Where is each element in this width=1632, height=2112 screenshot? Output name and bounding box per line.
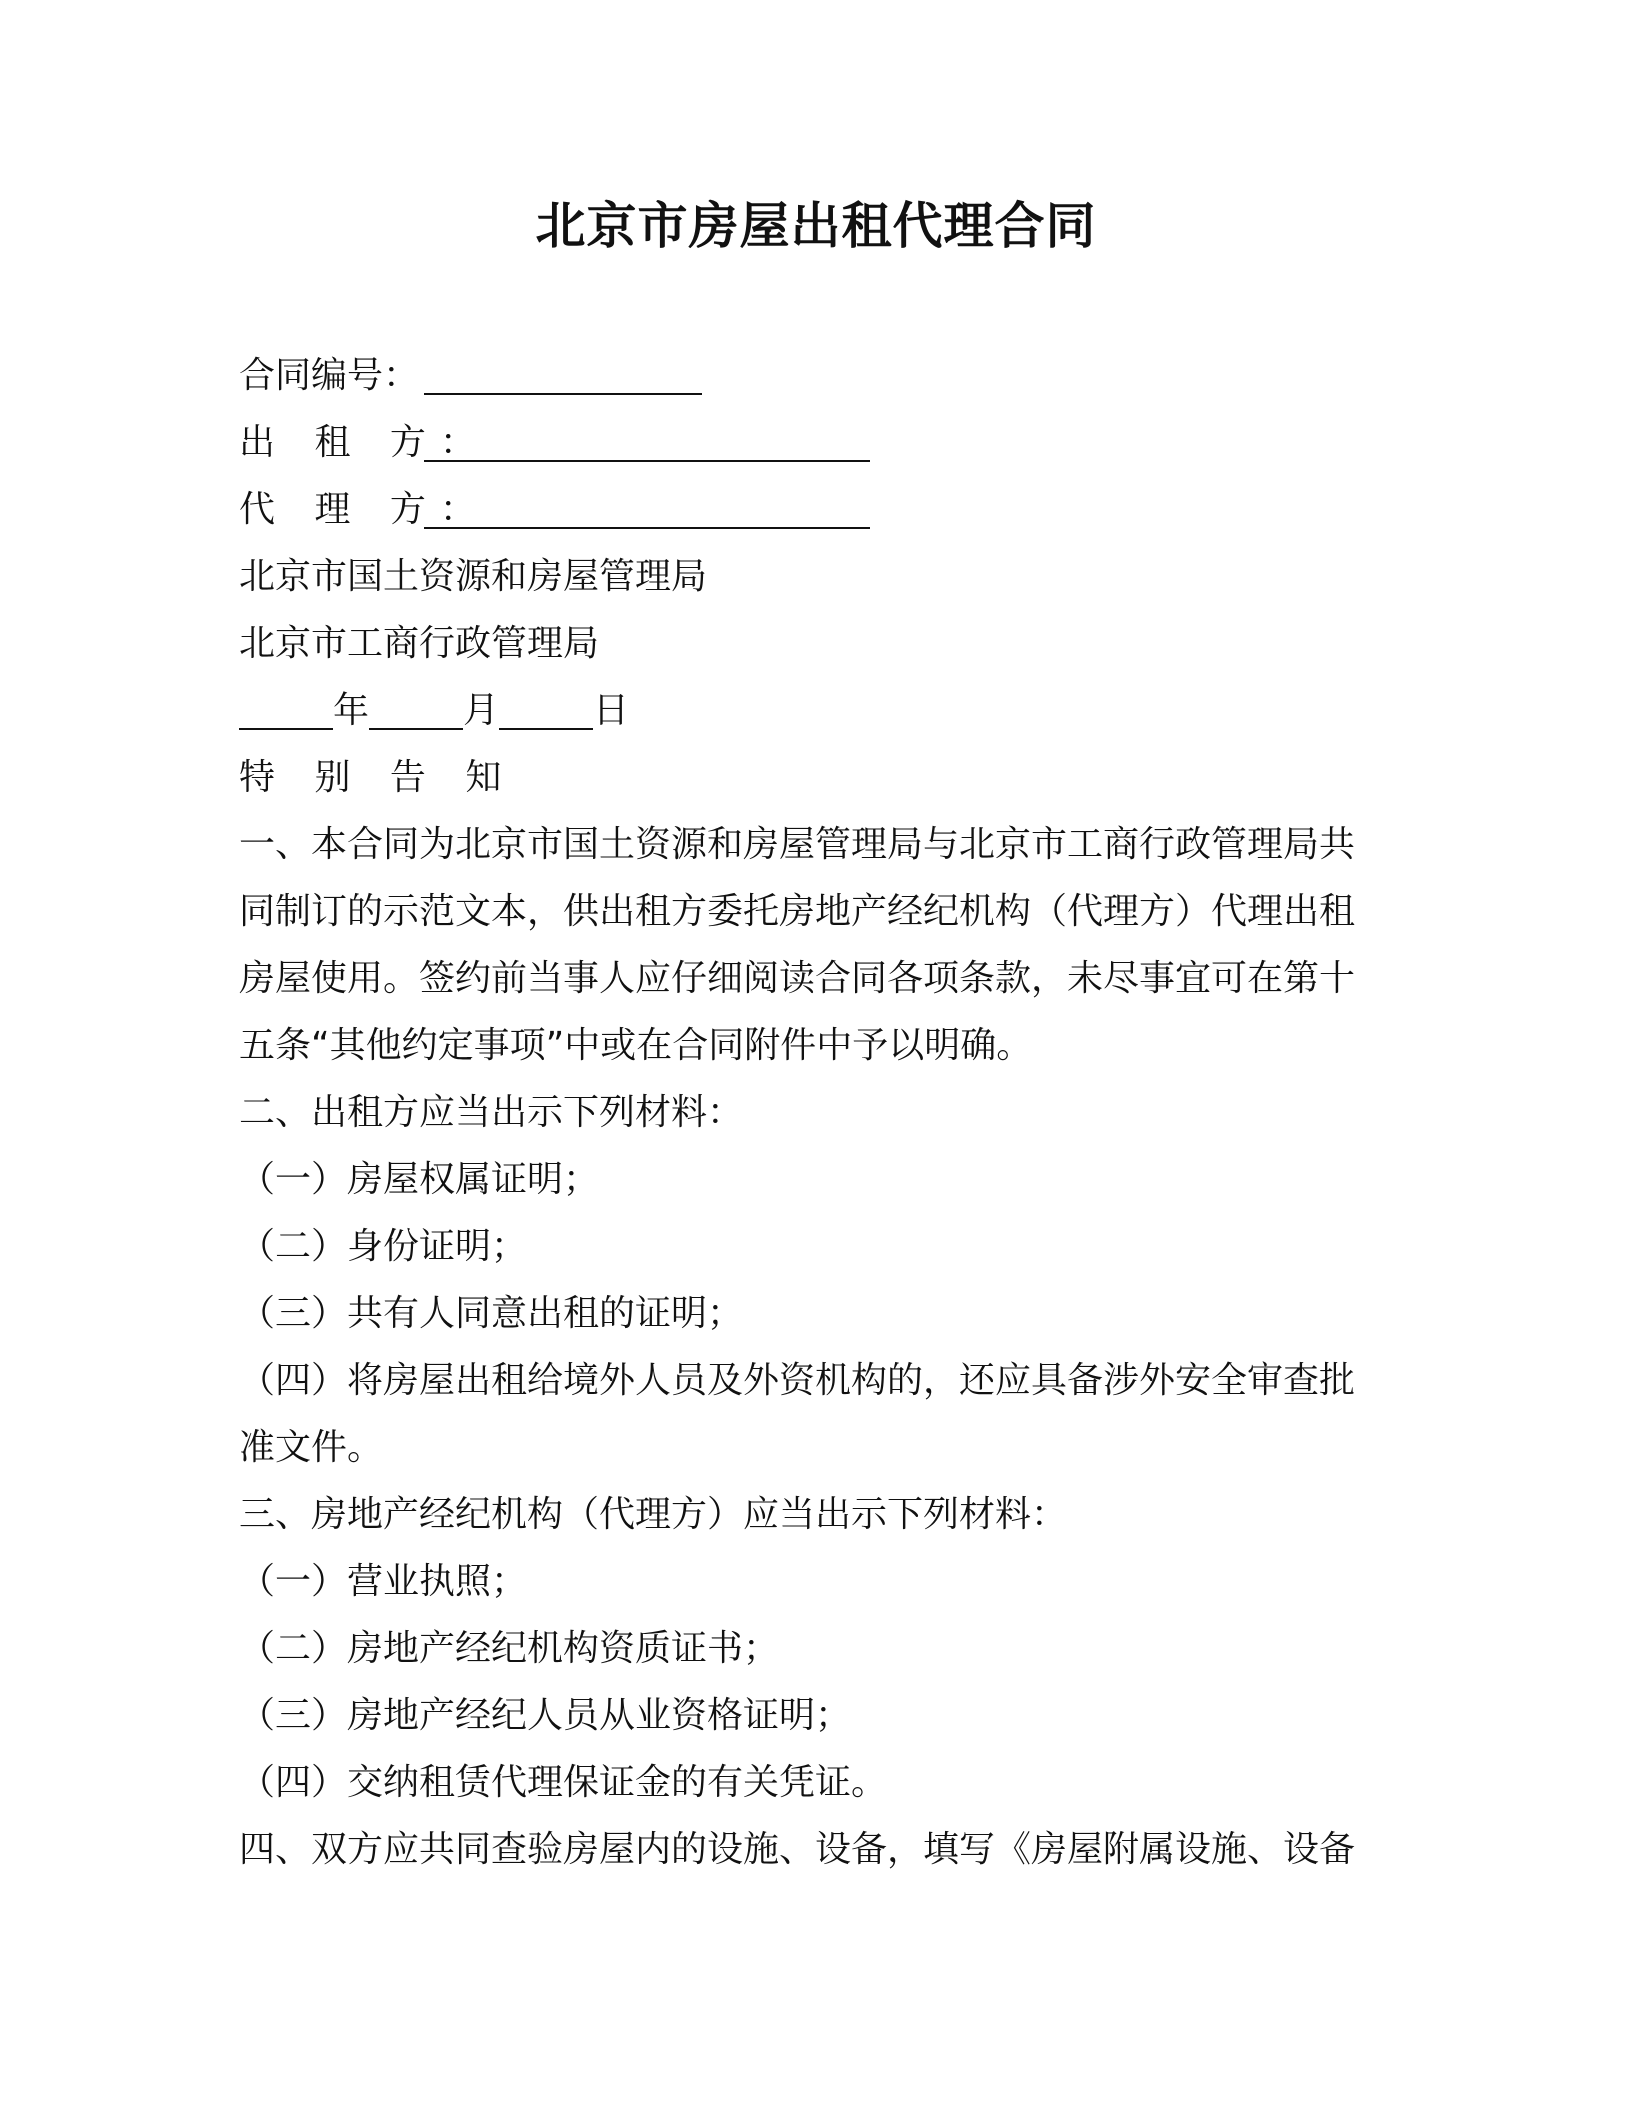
year-label: 年 <box>333 690 370 731</box>
text-line: 四、双方应共同查验房屋内的设施、设备，填写《房屋附属设施、设备 <box>239 1829 1356 1870</box>
text-line: 二、出租方应当出示下列材料： <box>239 1092 744 1133</box>
agent-blank <box>424 481 870 529</box>
lessor-row <box>239 409 1389 476</box>
text-line: 准文件。 <box>239 1427 384 1468</box>
contract-number-row <box>239 342 1389 409</box>
text-line: 同制订的示范文本，供出租方委托房地产经纪机构（代理方）代理出租 <box>239 891 1356 932</box>
contract-number-label: 合同编号： <box>239 355 420 396</box>
agent-row <box>239 476 1389 543</box>
text-line: （三）房地产经纪人员从业资格证明； <box>239 1695 852 1736</box>
year-blank <box>239 682 333 730</box>
text-line: 房屋使用。签约前当事人应仔细阅读合同各项条款，未尽事宜可在第十 <box>239 958 1356 999</box>
text-line: （二）身份证明； <box>239 1226 528 1267</box>
text-line: 三、房地产经纪机构（代理方）应当出示下列材料： <box>239 1494 1068 1535</box>
document-title: 北京市房屋出租代理合同 <box>535 197 1097 255</box>
authority-line: 北京市国土资源和房屋管理局 <box>239 556 708 597</box>
authority-line: 北京市工商行政管理局 <box>239 623 600 664</box>
document-body <box>239 342 1389 1883</box>
date-row <box>239 677 1389 744</box>
text-line: （二）房地产经纪机构资质证书； <box>239 1628 780 1669</box>
month-label: 月 <box>463 690 500 731</box>
day-label: 日 <box>593 690 630 731</box>
text-line: （一）房屋权属证明； <box>239 1159 600 1200</box>
agent-label: 代 理 方： <box>239 489 490 530</box>
text-line: （三）共有人同意出租的证明； <box>239 1293 744 1334</box>
month-blank <box>369 682 463 730</box>
text-line: （一）营业执照； <box>239 1561 528 1602</box>
lessor-blank <box>424 414 870 462</box>
lessor-label: 出 租 方： <box>239 422 490 463</box>
notice-heading: 特 别 告 知 <box>239 757 516 798</box>
text-line: 五条“其他约定事项”中或在合同附件中予以明确。 <box>239 1025 1033 1066</box>
contract-number-blank <box>424 347 702 395</box>
text-line: （四）交纳租赁代理保证金的有关凭证。 <box>239 1762 888 1803</box>
text-line: 一、本合同为北京市国土资源和房屋管理局与北京市工商行政管理局共 <box>239 824 1356 865</box>
text-line: （四）将房屋出租给境外人员及外资机构的，还应具备涉外安全审查批 <box>239 1360 1356 1401</box>
day-blank <box>499 682 593 730</box>
